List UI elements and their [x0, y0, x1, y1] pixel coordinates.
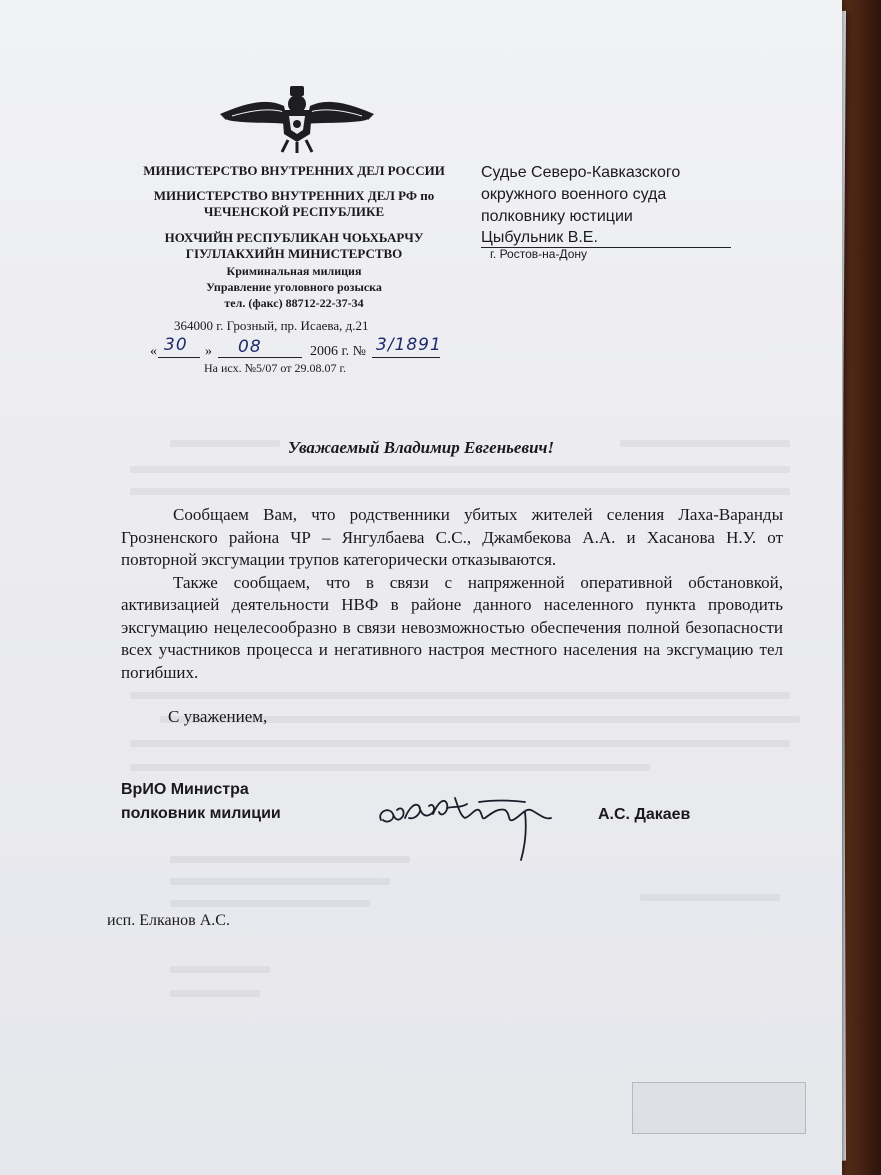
phone-fax-label: тел. (факс) 88712-22-37-34: [224, 296, 364, 310]
date-close-quote: »: [205, 344, 212, 359]
double-headed-eagle-emblem-icon: [218, 84, 376, 154]
directorate-label: Управление уголовного розыска: [206, 280, 382, 294]
recipient-name: Цыбульник В.Е.: [481, 229, 598, 246]
recipient-line1: Судье Северо-Кавказского: [481, 164, 681, 181]
recipient-line2: окружного военного суда: [481, 186, 667, 203]
date-month-underline: [218, 357, 302, 358]
faint-stamp-mark: [632, 1082, 806, 1134]
letter-closing: С уважением,: [168, 707, 268, 726]
signatory-title-line2: полковник милиции: [121, 805, 281, 822]
ministry-chechnya-heading-line2: ЧЕЧЕНСКОЙ РЕСПУБЛИКЕ: [203, 204, 385, 219]
letter-paragraph-2: Также сообщаем, что в связи с напряженной оперативной обстановкой, активизацией деятельности НВФ в районе данного населенного пункта проводить эксгумацию нецелесообразно в связи невозможностью обеспечения полной безопасности всех участников процесса и негативного настроя местного населения на эксгумацию тел погибших.: [121, 572, 783, 682]
date-day-handwritten: 30: [164, 335, 188, 355]
letter-paragraph-1: Сообщаем Вам, что родственники убитых жителей селения Лаха-Варанды Грозненского района ЧР – Янгулбаева С.С., Джамбекова А.А. и Хасанова Н.У. от повторной эксгумации трупов категорически отказываются.: [121, 505, 783, 569]
executor-name: исп. Елканов А.С.: [107, 912, 230, 929]
ministry-russia-heading: МИНИСТЕРСТВО ВНУТРЕННИХ ДЕЛ РОССИИ: [143, 163, 445, 178]
recipient-line3: полковнику юстиции: [481, 208, 633, 225]
recipient-city: г. Ростов-на-Дону: [490, 247, 587, 261]
handwritten-signature-icon: [375, 790, 575, 862]
sender-address: 364000 г. Грозный, пр. Исаева, д.21: [174, 318, 369, 333]
signatory-name: А.С. Дакаев: [598, 806, 691, 823]
chechen-heading-line2: ГIУЛЛАКХИЙН МИНИСТЕРСТВО: [185, 246, 403, 261]
reference-line: На исх. №5/07 от 29.08.07 г.: [204, 361, 347, 375]
date-day-underline: [158, 357, 200, 358]
document-number-handwritten: 3/1891: [376, 335, 442, 355]
letter-greeting: Уважаемый Владимир Евгеньевич!: [287, 438, 555, 457]
letter-body: [121, 504, 783, 684]
signatory-title-line1: ВрИО Министра: [121, 781, 249, 798]
date-year-and-number-label: 2006 г. №: [310, 344, 367, 359]
document-number-underline: [372, 357, 440, 358]
signatory-title: [121, 778, 281, 826]
chechen-heading-line1: НОХЧИЙН РЕСПУБЛИКАН ЧОЬХЬАРЧУ: [164, 230, 424, 245]
date-month-handwritten: 08: [238, 337, 262, 357]
ministry-chechnya-heading-line1: МИНИСТЕРСТВО ВНУТРЕННИХ ДЕЛ РФ по: [153, 188, 435, 203]
date-open-quote: «: [150, 344, 157, 359]
department-label: Криминальная милиция: [226, 264, 362, 278]
